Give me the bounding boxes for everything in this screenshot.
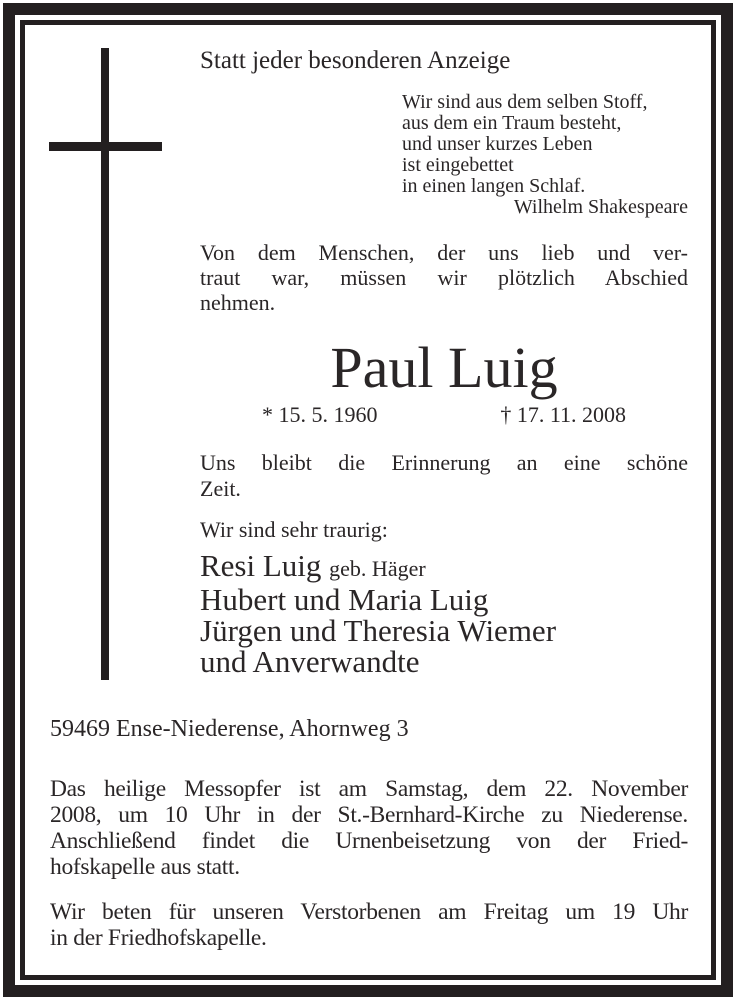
mourner-name: und Anverwandte bbox=[200, 644, 420, 679]
prayer-line: Wir beten für unseren Verstorbenen am Freitag um 19 Uhr bbox=[50, 899, 688, 925]
mourner-row bbox=[200, 615, 688, 646]
poem-line: in einen langen Schlaf. bbox=[402, 175, 586, 197]
mourner-name: Resi Luig bbox=[200, 548, 322, 583]
prayer-paragraph bbox=[50, 899, 688, 951]
service-paragraph bbox=[50, 776, 688, 880]
life-dates bbox=[200, 403, 688, 427]
poem-attribution: Wilhelm Shakespeare bbox=[513, 196, 688, 218]
intro-line: Von dem Menschen, der uns lieb und ver- bbox=[200, 240, 688, 265]
death-date: † 17. 11. 2008 bbox=[500, 402, 626, 427]
birth-date: * 15. 5. 1960 bbox=[262, 402, 378, 427]
poem-line: aus dem ein Traum besteht, bbox=[402, 112, 622, 134]
mourner-name: Hubert und Maria Luig bbox=[200, 582, 489, 617]
poem-line: Wir sind aus dem selben Stoff, bbox=[402, 91, 648, 113]
service-line: hofskapelle aus statt. bbox=[50, 854, 240, 880]
intro-line: traut war, müssen wir plötzlich Abschied bbox=[200, 265, 688, 290]
poem-line: ist eingebettet bbox=[402, 154, 514, 176]
poem-line: und unser kurzes Leben bbox=[402, 133, 593, 155]
memory-line: Zeit. bbox=[200, 476, 241, 501]
memory-line: Uns bleibt die Erinnerung an eine schöne bbox=[200, 450, 688, 475]
mourner-row bbox=[200, 584, 688, 615]
prayer-line: in der Friedhofskapelle. bbox=[50, 925, 267, 951]
poem bbox=[402, 92, 688, 218]
mourner-row bbox=[200, 646, 688, 677]
service-line: Anschließend findet die Urnenbeisetzung von der Fried- bbox=[50, 828, 688, 854]
deceased-name: Paul Luig bbox=[330, 335, 558, 400]
mourner-name-suffix: geb. Häger bbox=[329, 556, 426, 581]
service-line: 2008, um 10 Uhr in der St.-Bernhard-Kirche zu Niederense. bbox=[50, 802, 688, 828]
mourner-name: Jürgen und Theresia Wiemer bbox=[200, 613, 557, 648]
mourners-list bbox=[200, 550, 688, 677]
mourner-row bbox=[200, 550, 688, 584]
preamble-text: Statt jeder besonderen Anzeige bbox=[200, 47, 511, 74]
intro-line: nehmen. bbox=[200, 290, 276, 315]
poem-lines bbox=[402, 92, 688, 197]
memory-paragraph bbox=[200, 450, 688, 502]
intro-paragraph bbox=[200, 240, 688, 315]
family-address: 59469 Ense-Niederense, Ahornweg 3 bbox=[50, 716, 409, 742]
service-line: Das heilige Messopfer ist am Samstag, dem 22. November bbox=[50, 776, 688, 802]
cross-horizontal-bar bbox=[49, 142, 162, 151]
mourning-intro-text: Wir sind sehr traurig: bbox=[200, 517, 388, 542]
